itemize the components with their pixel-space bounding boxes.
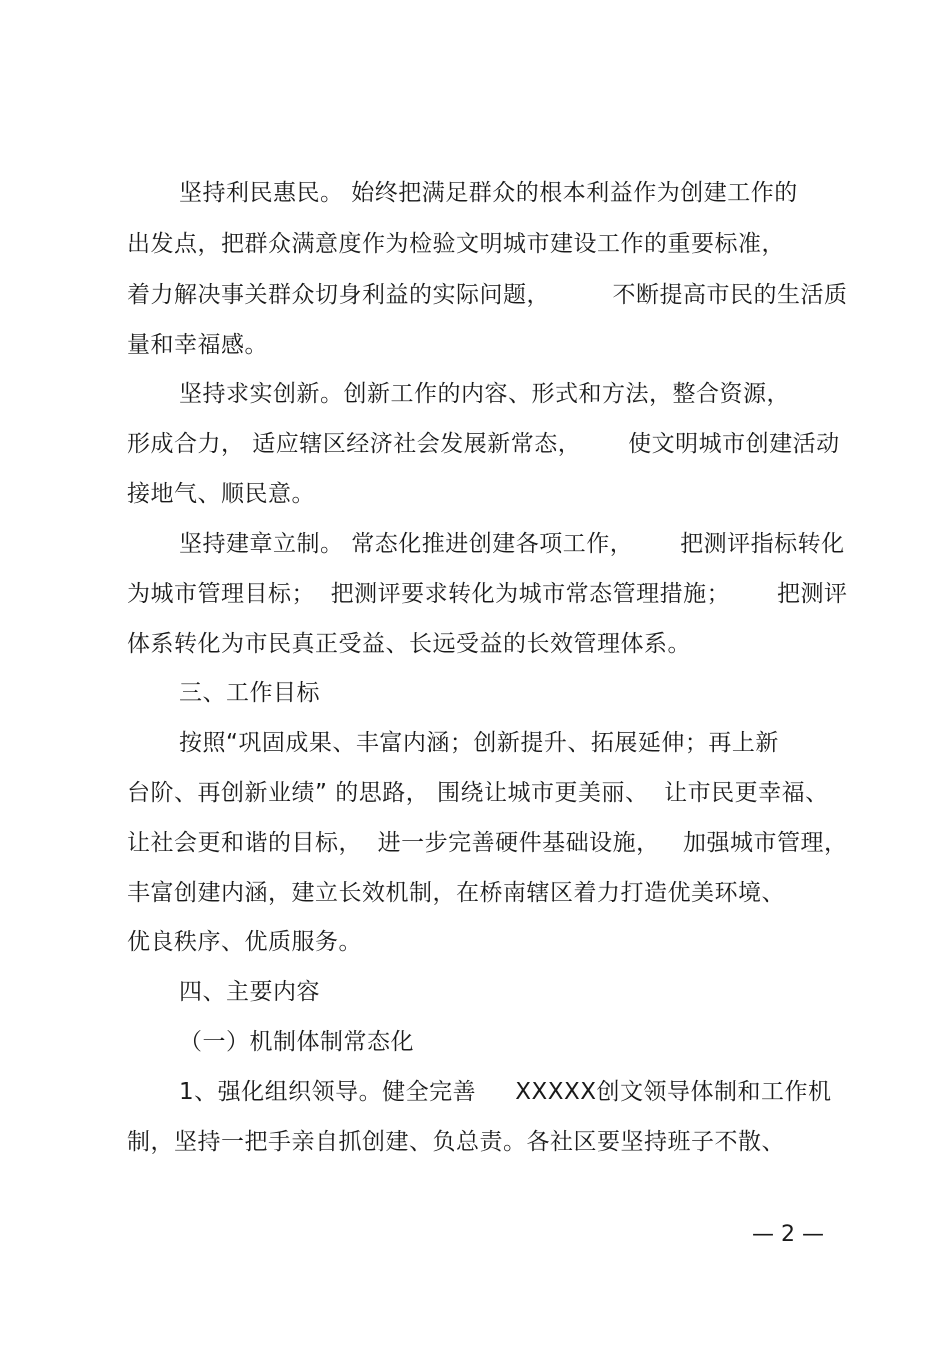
text-line: 让社会更和谐的目标， 进一步完善硬件基础设施， 加强城市管理， (127, 830, 848, 856)
subsection-heading: （一）机制体制常态化 (179, 1029, 414, 1055)
text-line: 接地气、顺民意。 (127, 481, 315, 507)
text-line: 为城市管理目标； 把测评要求转化为城市常态管理措施； 把测评 (127, 581, 848, 607)
text-line: 按照“巩固成果、丰富内涵；创新提升、拓展延伸；再上新 (179, 730, 779, 756)
text-line: 1、强化组织领导。健全完善 XXXXX创文领导体制和工作机 (179, 1079, 832, 1105)
section-heading: 三、工作目标 (179, 680, 320, 706)
text-line: 体系转化为市民真正受益、长远受益的长效管理体系。 (127, 631, 691, 657)
text-line: 坚持建章立制。 常态化推进创建各项工作， 把测评指标转化 (179, 531, 845, 557)
page-number: — 2 — (752, 1222, 824, 1247)
text-line: 着力解决事关群众切身利益的实际问题， 不断提高市民的生活质 (127, 282, 848, 308)
section-heading: 四、主要内容 (179, 979, 320, 1005)
text-line: 坚持求实创新。创新工作的内容、形式和方法，整合资源， (179, 381, 790, 407)
text-line: 形成合力， 适应辖区经济社会发展新常态， 使文明城市创建活动 (127, 431, 840, 457)
text-line: 台阶、再创新业绩” 的思路， 围绕让城市更美丽、 让市民更幸福、 (127, 780, 829, 806)
text-line: 坚持利民惠民。 始终把满足群众的根本利益作为创建工作的 (179, 180, 798, 206)
text-line: 量和幸福感。 (127, 332, 268, 358)
text-line: 丰富创建内涵，建立长效机制，在桥南辖区着力打造优美环境、 (127, 880, 785, 906)
text-line: 出发点，把群众满意度作为检验文明城市建设工作的重要标准， (127, 231, 785, 257)
text-line: 制，坚持一把手亲自抓创建、负总责。各社区要坚持班子不散、 (127, 1129, 785, 1155)
text-line: 优良秩序、优质服务。 (127, 929, 362, 955)
